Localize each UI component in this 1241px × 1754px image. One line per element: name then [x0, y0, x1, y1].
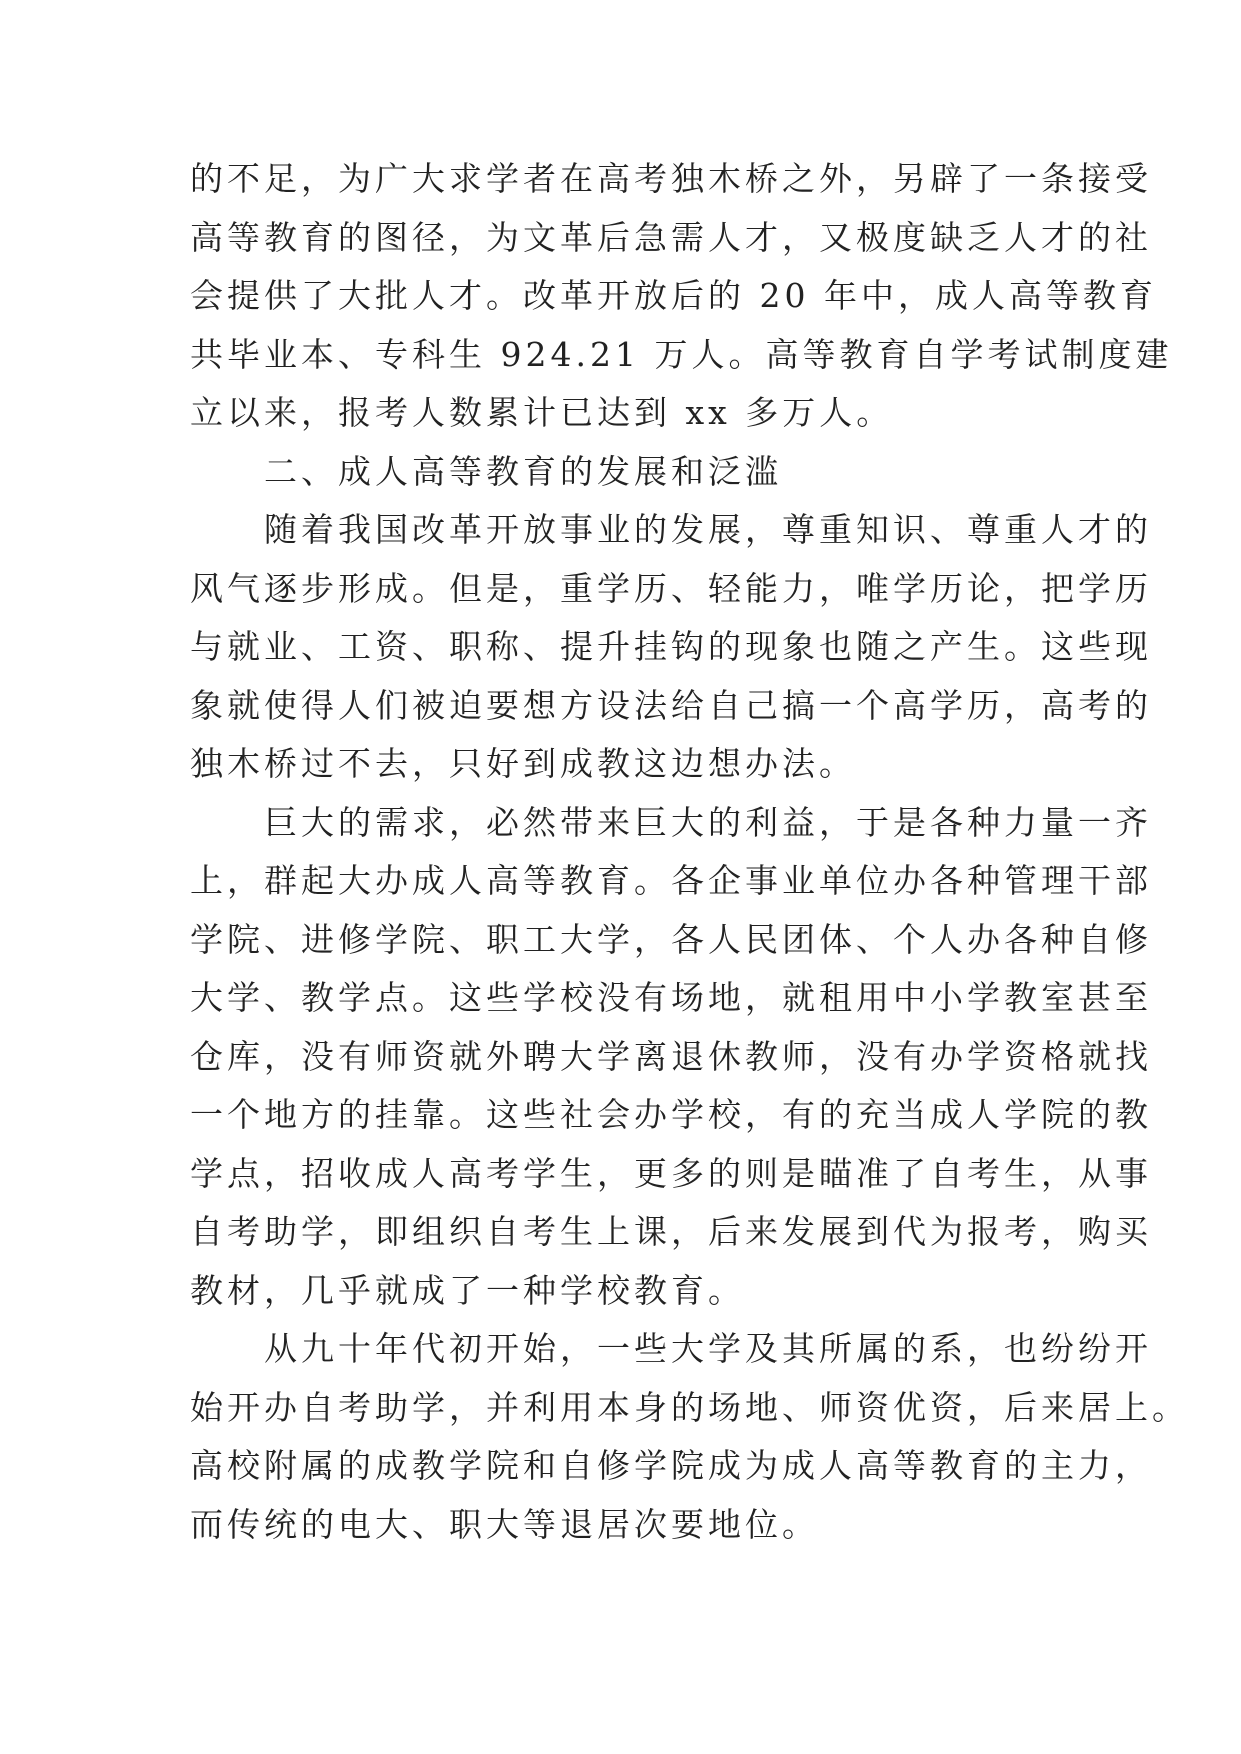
text-line: 共毕业本、专科生 924.21 万人。高等教育自学考试制度建 — [190, 334, 1173, 374]
text-line: 随着我国改革开放事业的发展，尊重知识、尊重人才的 — [264, 510, 1152, 549]
text-line: 巨大的需求，必然带来巨大的利益，于是各种力量一齐 — [264, 802, 1152, 842]
text-line: 上，群起大办成人高等教育。各企事业单位办各种管理干部 — [190, 861, 1152, 900]
text-line: 教材，几乎就成了一种学校教育。 — [190, 1270, 745, 1310]
text-line: 从九十年代初开始，一些大学及其所属的系，也纷纷开 — [264, 1329, 1152, 1368]
text-line: 始开办自考助学，并利用本身的场地、师资优资，后来居上。 — [190, 1387, 1189, 1427]
text-line: 风气逐步形成。但是，重学历、轻能力，唯学历论，把学历 — [190, 568, 1152, 608]
paragraph-p1 — [190, 150, 1173, 443]
text-line: 独木桥过不去，只好到成教这边想办法。 — [190, 744, 856, 783]
text-line: 学院、进修学院、职工大学，各人民团体、个人办各种自修 — [190, 919, 1152, 959]
paragraph-p3 — [190, 794, 1152, 1321]
text-line: 高校附属的成教学院和自修学院成为成人高等教育的主力， — [190, 1446, 1152, 1485]
text-line: 学点，招收成人高考学生，更多的则是瞄准了自考生，从事 — [190, 1153, 1152, 1193]
text-line: 的不足，为广大求学者在高考独木桥之外，另辟了一条接受 — [190, 159, 1152, 198]
document-body — [190, 150, 1189, 1554]
text-line: 高等教育的图径，为文革后急需人才，又极度缺乏人才的社 — [190, 217, 1152, 257]
paragraph-p2 — [190, 501, 1152, 794]
text-line: 会提供了大批人才。改革开放后的 20 年中，成人高等教育 — [190, 276, 1157, 315]
text-line: 大学、教学点。这些学校没有场地，就租用中小学教室甚至 — [190, 978, 1152, 1017]
paragraph-p4 — [190, 1320, 1189, 1554]
text-line: 一个地方的挂靠。这些社会办学校，有的充当成人学院的教 — [190, 1095, 1152, 1134]
text-line: 与就业、工资、职称、提升挂钩的现象也随之产生。这些现 — [190, 627, 1152, 666]
section-heading-text: 二、成人高等教育的发展和泛滥 — [264, 451, 782, 491]
text-line: 立以来，报考人数累计已达到 xx 多万人。 — [190, 393, 894, 432]
text-line: 自考助学，即组织自考生上课，后来发展到代为报考，购买 — [190, 1212, 1152, 1251]
text-line: 象就使得人们被迫要想方设法给自己搞一个高学历，高考的 — [190, 685, 1152, 725]
text-line: 而传统的电大、职大等退居次要地位。 — [190, 1504, 819, 1544]
section-heading — [190, 443, 1050, 502]
text-line: 仓库，没有师资就外聘大学离退休教师，没有办学资格就找 — [190, 1036, 1152, 1076]
